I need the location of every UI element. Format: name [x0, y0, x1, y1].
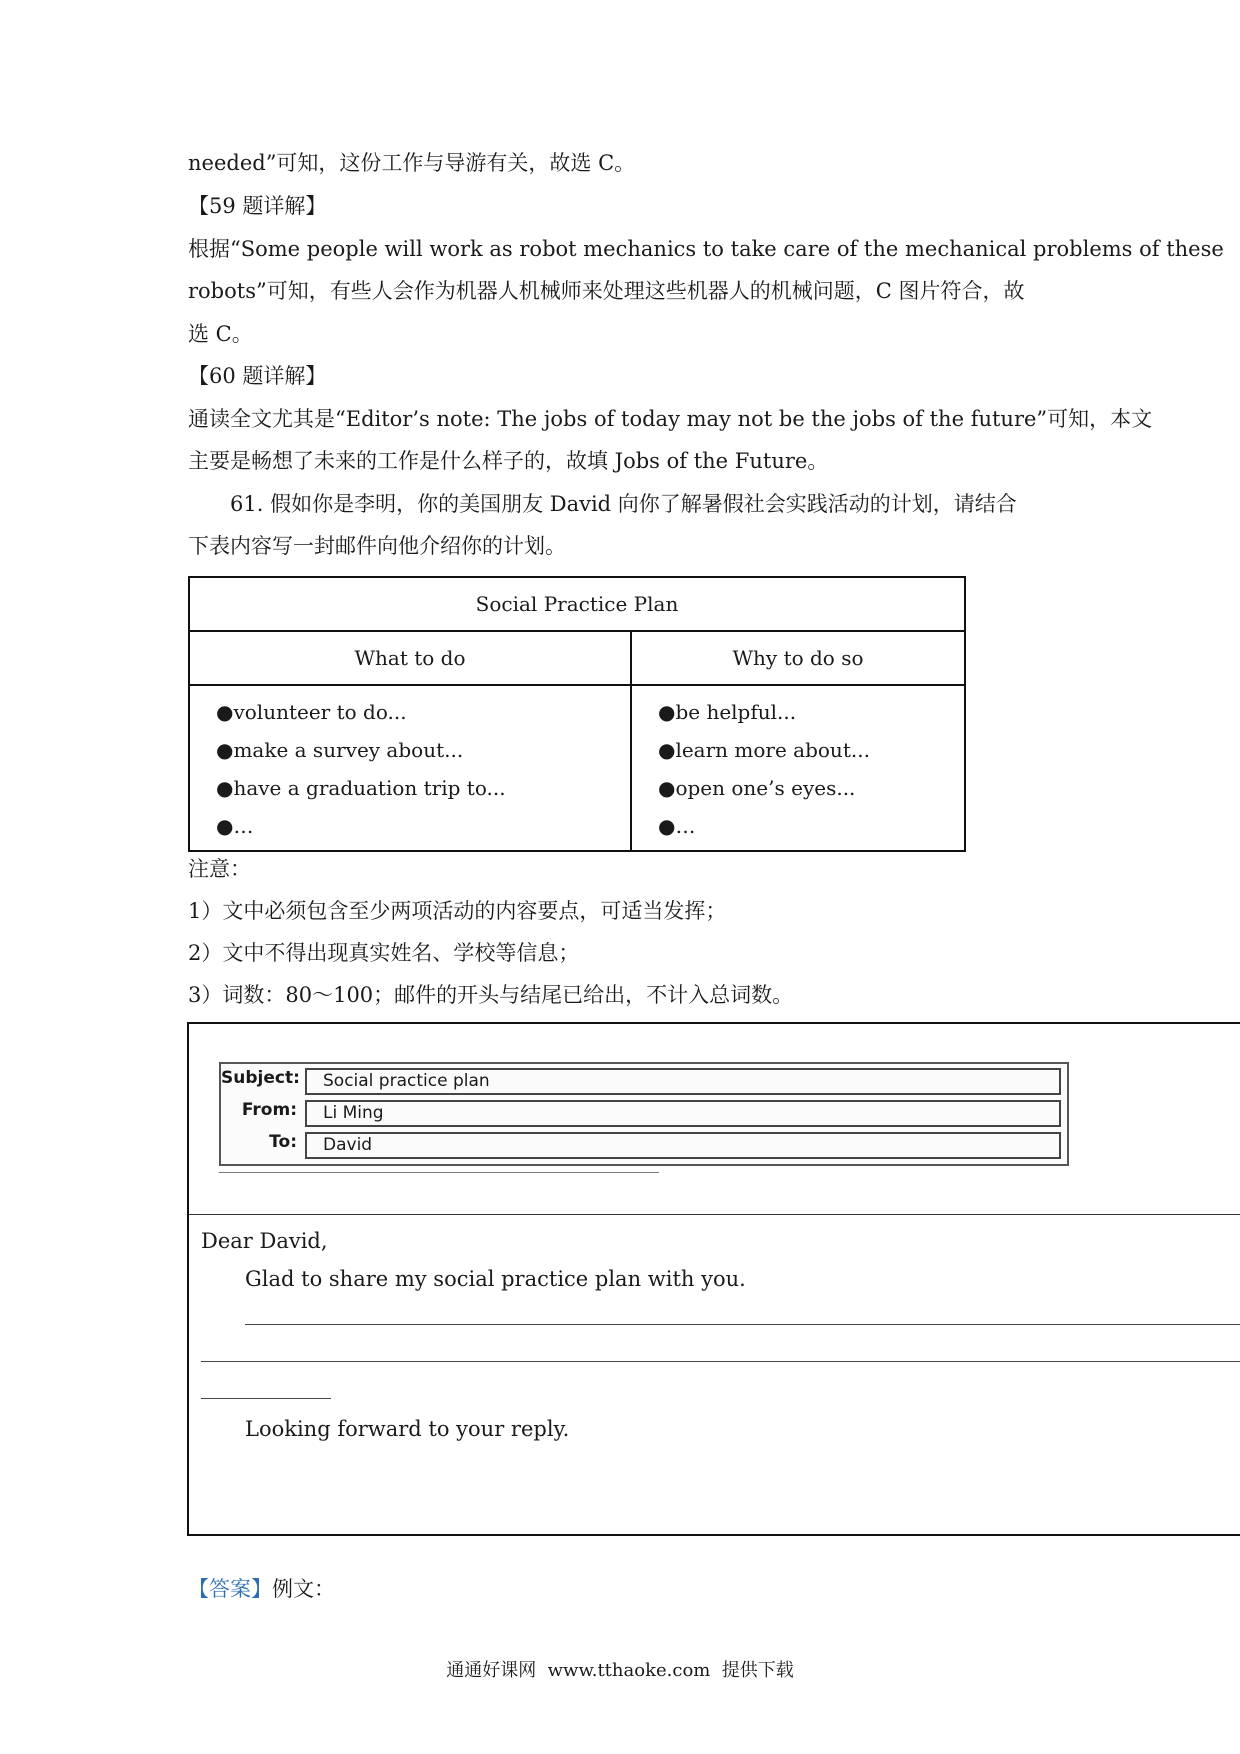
answer-tag: 【答案】	[188, 1577, 272, 1601]
answer-text: 例文：	[272, 1577, 335, 1601]
note-3: 3）词数：80～100；邮件的开头与结尾已给出，不计入总词数。	[188, 983, 794, 1007]
heading-59: 【59 题详解】	[188, 194, 327, 218]
header-underline	[219, 1172, 659, 1173]
plan-why-item: ●open one’s eyes...	[658, 776, 856, 800]
plan-table-title: Social Practice Plan	[190, 578, 964, 632]
email-greeting: Dear David,	[201, 1229, 328, 1253]
note-2: 2）文中不得出现真实姓名、学校等信息；	[188, 941, 580, 965]
to-label: To:	[269, 1132, 297, 1152]
plan-column-why: Why to do so	[632, 632, 964, 686]
subject-label: Subject:	[221, 1068, 300, 1088]
heading-60: 【60 题详解】	[188, 364, 327, 388]
plan-why-item: ●learn more about...	[658, 738, 870, 762]
email-header-separator	[189, 1214, 1240, 1215]
email-writing-box	[187, 1022, 1240, 1536]
question-61-line-1: 61. 假如你是李明，你的美国朋友 David 向你了解暑假社会实践活动的计划，请结合	[230, 492, 1017, 516]
question-61-line-2: 下表内容写一封邮件向他介绍你的计划。	[188, 534, 566, 558]
paragraph-59-line-1: 根据“Some people will work as robot mechanics to take care of the mechanical problems of these	[188, 237, 1224, 261]
email-opening-line: Glad to share my social practice plan with you.	[245, 1267, 746, 1291]
social-practice-plan-table	[188, 576, 966, 852]
paragraph-60-line-1: 通读全文尤其是“Editor’s note: The jobs of today may not be the jobs of the future”可知，本文	[188, 407, 1153, 431]
to-field: David	[305, 1132, 1061, 1159]
from-field: Li Ming	[305, 1100, 1061, 1127]
paragraph-58-tail: needed”可知，这份工作与导游有关，故选 C。	[188, 151, 636, 175]
note-1: 1）文中必须包含至少两项活动的内容要点，可适当发挥；	[188, 899, 727, 923]
writing-line-short	[201, 1398, 331, 1399]
answer-line	[188, 1576, 335, 1602]
plan-why-item: ●be helpful...	[658, 700, 797, 724]
subject-field: Social practice plan	[305, 1068, 1061, 1095]
plan-what-cell	[190, 686, 632, 850]
writing-line	[201, 1361, 1240, 1362]
plan-what-item: ●have a graduation trip to...	[216, 776, 506, 800]
paragraph-59-line-3: 选 C。	[188, 322, 253, 346]
plan-column-what: What to do	[190, 632, 632, 686]
paragraph-59-line-2: robots”可知，有些人会作为机器人机械师来处理这些机器人的机械问题，C 图片符合，故	[188, 279, 1025, 303]
email-closing-line: Looking forward to your reply.	[245, 1417, 570, 1441]
plan-what-item: ●volunteer to do...	[216, 700, 407, 724]
email-header-frame	[219, 1062, 1069, 1166]
paragraph-60-line-2: 主要是畅想了未来的工作是什么样子的，故填 Jobs of the Future。	[188, 449, 829, 473]
plan-what-item: ●make a survey about...	[216, 738, 464, 762]
plan-why-item: ●…	[658, 814, 696, 838]
from-label: From:	[241, 1100, 297, 1120]
writing-line	[245, 1324, 1240, 1325]
plan-why-cell	[632, 686, 964, 850]
notes-title: 注意：	[188, 857, 251, 881]
plan-what-item: ●…	[216, 814, 254, 838]
page-footer: 通通好课网 www.tthaoke.com 提供下载	[446, 1660, 794, 1681]
